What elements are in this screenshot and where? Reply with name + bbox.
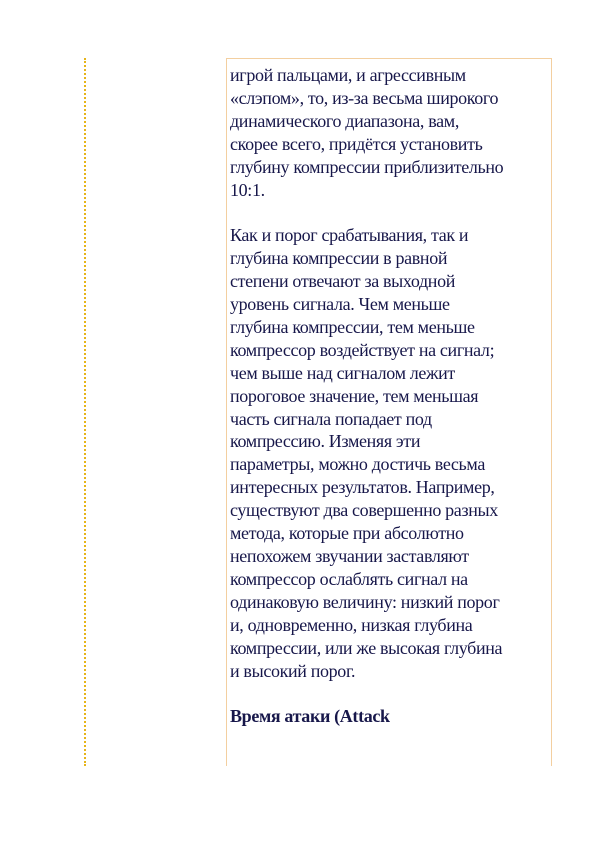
- text-line: глубина компрессии в равной: [230, 248, 448, 269]
- text-line: 10:1.: [230, 179, 265, 200]
- margin-dotted-rule: [84, 58, 86, 766]
- text-line: компрессор ослаблять сигнал на: [230, 568, 468, 589]
- text-line: компрессию. Изменяя эти: [230, 431, 421, 452]
- text-line: одинаковую величину: низкий порог: [230, 591, 500, 612]
- text-line: интересных результатов. Например,: [230, 477, 495, 498]
- text-line: компрессор воздействует на сигнал;: [230, 339, 495, 360]
- text-line: «слэпом», то, из-за весьма широкого: [230, 87, 499, 108]
- text-line: метода, которые при абсолютно: [230, 523, 464, 544]
- text-line: компрессии, или же высокая глубина: [230, 637, 503, 658]
- paragraph-1: [230, 64, 550, 201]
- section-heading: Время атаки (Attack: [230, 706, 390, 727]
- text-line: пороговое значение, тем меньшая: [230, 385, 479, 406]
- text-line: Как и порог срабатывания, так и: [230, 225, 469, 246]
- text-line: скорее всего, придётся установить: [230, 133, 483, 154]
- text-line: степени отвечают за выходной: [230, 271, 456, 292]
- text-line: и высокий порог.: [230, 660, 356, 681]
- text-line: и, одновременно, низкая глубина: [230, 614, 473, 635]
- text-line: уровень сигнала. Чем меньше: [230, 294, 450, 315]
- text-line: непохожем звучании заставляют: [230, 546, 469, 567]
- text-line: чем выше над сигналом лежит: [230, 362, 455, 383]
- text-column: [230, 64, 550, 728]
- text-line: игрой пальцами, и агрессивным: [230, 65, 466, 85]
- text-line: часть сигнала попадает под: [230, 408, 432, 429]
- text-line: глубину компрессии приблизительно: [230, 156, 504, 177]
- paragraph-2: [230, 224, 550, 682]
- text-line: параметры, можно достичь весьма: [230, 454, 485, 475]
- text-line: существуют два совершенно разных: [230, 500, 498, 521]
- text-line: динамического диапазона, вам,: [230, 110, 459, 131]
- text-line: глубина компрессии, тем меньше: [230, 316, 475, 337]
